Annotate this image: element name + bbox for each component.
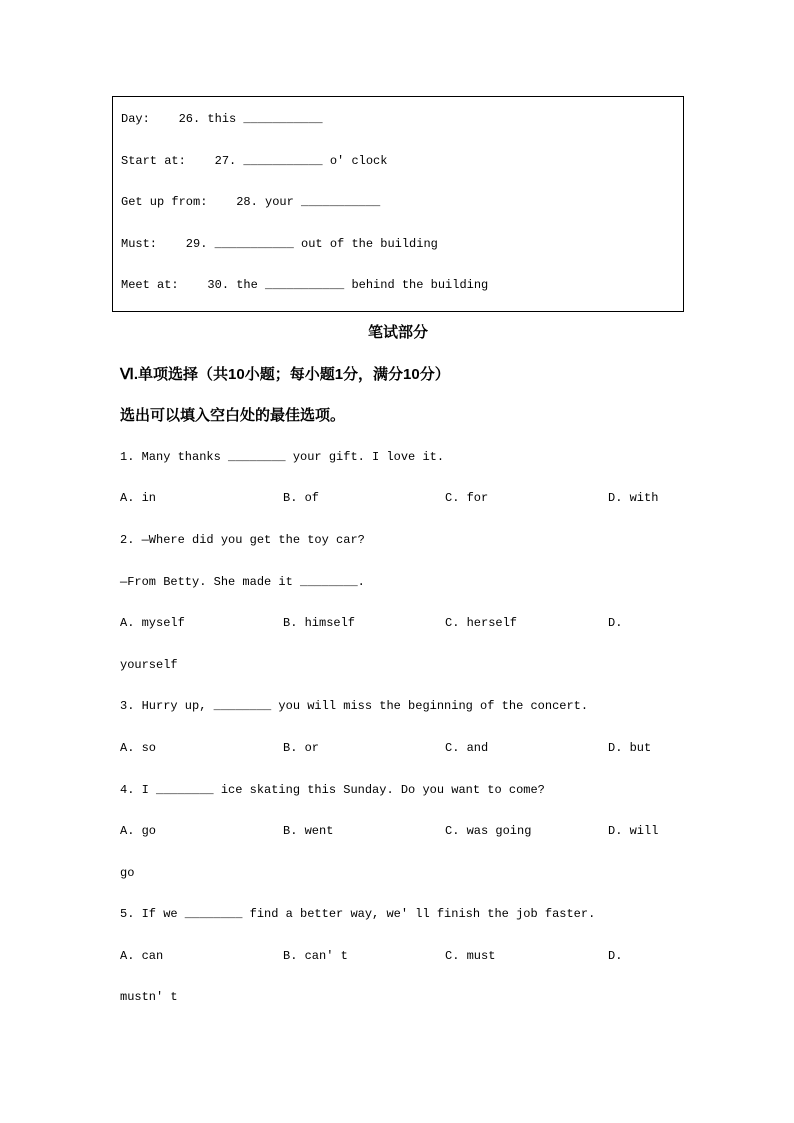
option-d: D. but (608, 740, 652, 755)
option-a: A. in (120, 491, 157, 506)
question-4 (112, 770, 684, 895)
listening-answer-box (112, 96, 684, 312)
option-d: D. (608, 616, 623, 631)
question-2 (112, 520, 684, 686)
question-options (112, 811, 684, 853)
question-3 (112, 686, 684, 769)
question-1 (112, 437, 684, 520)
question-stem: —From Betty. She made it ________. (120, 574, 365, 589)
option-d-continuation: mustn' t (120, 990, 178, 1005)
option-a: A. so (120, 740, 157, 755)
option-b: B. of (283, 491, 320, 506)
option-a: A. myself (120, 616, 185, 631)
option-b: B. can' t (283, 948, 348, 963)
section-instruction: 选出可以填入空白处的最佳选项。 (120, 407, 346, 425)
question-options (112, 728, 684, 770)
question-stem: 5. If we ________ find a better way, we' ll finish the job faster. (120, 907, 596, 922)
option-c: C. was going (445, 824, 532, 839)
option-c: C. for (445, 491, 489, 506)
option-c: C. must (445, 948, 496, 963)
option-b: B. went (283, 824, 334, 839)
document-content (112, 96, 684, 1019)
option-d: D. (608, 948, 623, 963)
question-5 (112, 894, 684, 1019)
fill-blank-line-start-at: Start at: 27. ___________ o' clock (121, 153, 388, 168)
question-stem: 4. I ________ ice skating this Sunday. Do you want to come? (120, 782, 545, 797)
option-d-continuation: yourself (120, 657, 178, 672)
question-stem: 2. —Where did you get the toy car? (120, 532, 365, 547)
fill-blank-line-get-up: Get up from: 28. your ___________ (121, 195, 381, 210)
question-options (112, 478, 684, 520)
option-a: A. go (120, 824, 157, 839)
section-heading: Ⅵ.单项选择（共10小题；每小题1分，满分10分） (120, 365, 450, 383)
option-c: C. and (445, 740, 489, 755)
option-b: B. himself (283, 616, 356, 631)
option-d: D. with (608, 491, 659, 506)
fill-blank-line-day: Day: 26. this ___________ (121, 112, 323, 126)
option-d-continuation: go (120, 865, 135, 880)
fill-blank-line-meet-at: Meet at: 30. the ___________ behind the building (121, 278, 489, 293)
option-a: A. can (120, 948, 164, 963)
question-options (112, 603, 684, 645)
option-d: D. will (608, 824, 659, 839)
question-stem: 3. Hurry up, ________ you will miss the beginning of the concert. (120, 699, 589, 714)
fill-blank-line-must: Must: 29. ___________ out of the building (121, 236, 438, 251)
option-b: B. or (283, 740, 320, 755)
section-title: 笔试部分 (367, 323, 428, 341)
question-options (112, 936, 684, 978)
question-stem: 1. Many thanks ________ your gift. I love it. (120, 449, 445, 464)
option-c: C. herself (445, 616, 518, 631)
